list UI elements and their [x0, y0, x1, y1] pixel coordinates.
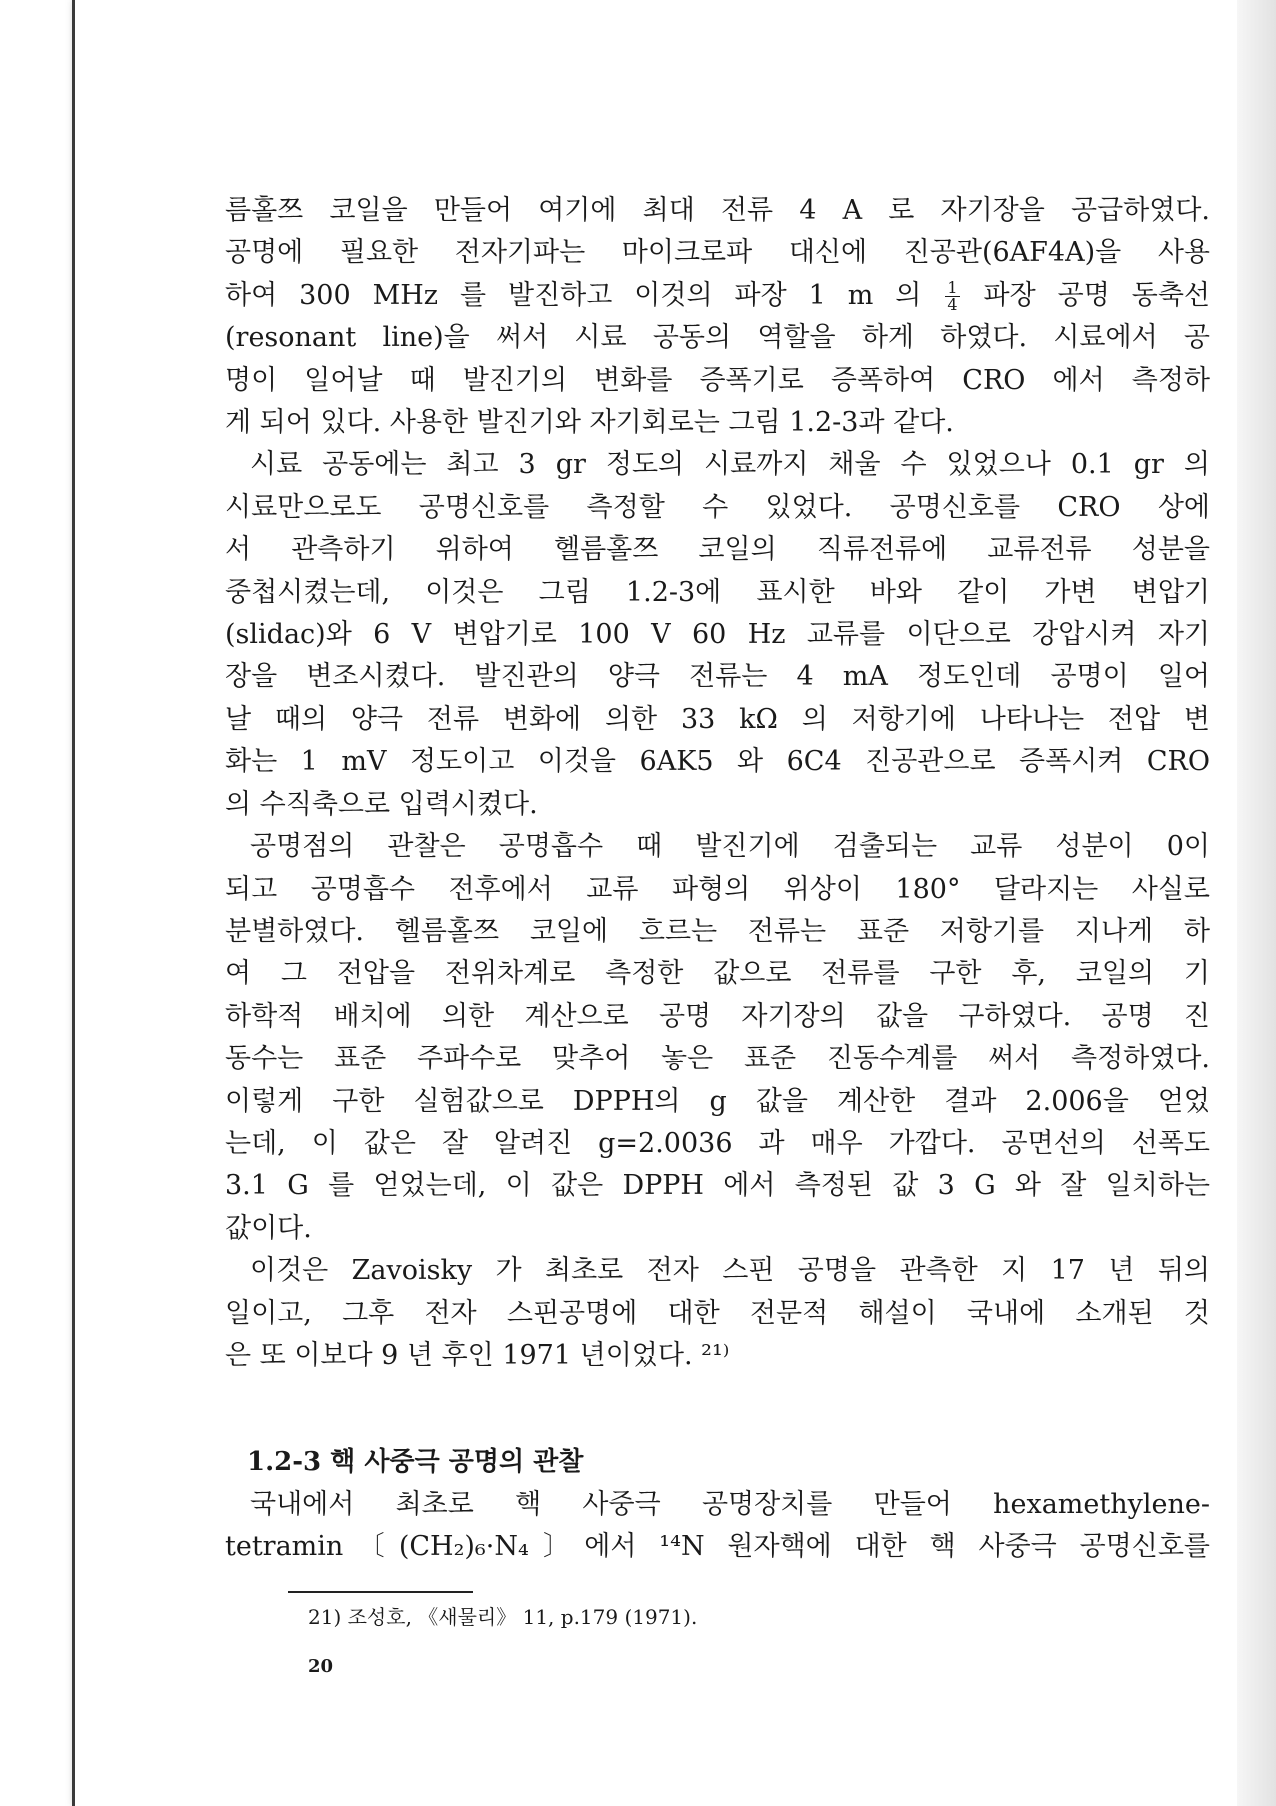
- footnote-divider: [288, 1591, 473, 1593]
- paragraph-2: [225, 444, 1210, 826]
- paragraph-1: [225, 190, 1210, 444]
- body-text: [225, 190, 1210, 1569]
- text-line: 중첩시켰는데, 이것은 그림 1.2-3에 표시한 바와 같이 가변 변압기: [225, 576, 1210, 608]
- text-line: 시료 공동에는 최고 3 gr 정도의 시료까지 채울 수 있었으나 0.1 gr 의: [250, 449, 1210, 481]
- text-line: 국내에서 최초로 핵 사중극 공명장치를 만들어 hexamethylene-: [250, 1488, 1210, 1520]
- fraction-text-line: [225, 275, 1210, 317]
- text-line: 은 또 이보다 9 년 후인 1971 년이었다. ²¹⁾: [225, 1339, 730, 1371]
- footnote: 21) 조성호, 《새물리》 11, p.179 (1971).: [308, 1605, 698, 1629]
- text-line: 값이다.: [225, 1212, 312, 1244]
- page-number: 20: [308, 1656, 334, 1677]
- text-line: 하학적 배치에 의한 계산으로 공명 자기장의 값을 구하였다. 공명 진: [225, 1000, 1210, 1032]
- text-line: 이렇게 구한 실험값으로 DPPH의 g 값을 계산한 결과 2.006을 얻었: [225, 1085, 1210, 1117]
- text-line: 장을 변조시켰다. 발진관의 양극 전류는 4 mA 정도인데 공명이 일어: [225, 661, 1210, 693]
- text-line: 일이고, 그후 전자 스핀공명에 대한 전문적 해설이 국내에 소개된 것: [225, 1297, 1210, 1329]
- fraction-numerator: 1: [947, 277, 958, 297]
- text-line: 게 되어 있다. 사용한 발진기와 자기회로는 그림 1.2-3과 같다.: [225, 407, 954, 439]
- text-line: 이것은 Zavoisky 가 최초로 전자 스핀 공명을 관측한 지 17 년 뒤의: [250, 1255, 1210, 1287]
- text-line: 동수는 표준 주파수로 맞추어 놓은 표준 진동수계를 써서 측정하였다.: [225, 1043, 1210, 1075]
- fraction-one-quarter: [945, 277, 959, 314]
- text-line: 화는 1 mV 정도이고 이것을 6AK5 와 6C4 진공관으로 증폭시켜 CRO: [225, 746, 1210, 778]
- text-line: 는데, 이 값은 잘 알려진 g=2.0036 과 매우 가깝다. 공면선의 선폭도: [225, 1127, 1210, 1159]
- text-line: 3.1 G 를 얻었는데, 이 값은 DPPH 에서 측정된 값 3 G 와 잘 일치하는: [225, 1170, 1210, 1202]
- text-line: 시료만으로도 공명신호를 측정할 수 있었다. 공명신호를 CRO 상에: [225, 491, 1210, 523]
- text-line: 분별하였다. 헬름홀쯔 코일에 흐르는 전류는 표준 저항기를 지나게 하: [225, 915, 1210, 947]
- text-line: 날 때의 양극 전류 변화에 의한 33 kΩ 의 저항기에 나타나는 전압 변: [225, 703, 1210, 735]
- text-line: (slidac)와 6 V 변압기로 100 V 60 Hz 교류를 이단으로 강압시켜 자기: [225, 619, 1210, 651]
- fraction-denominator: 4: [947, 294, 958, 314]
- paragraph-4: [225, 1250, 1210, 1377]
- text-line: 되고 공명흡수 전후에서 교류 파형의 위상이 180° 달라지는 사실로: [225, 873, 1210, 905]
- text-line: 름홀쯔 코일을 만들어 여기에 최대 전류 4 A 로 자기장을 공급하였다.: [225, 195, 1210, 226]
- fraction-line-before: 하여 300 MHz 를 발진하고 이것의 파장 1 m 의: [225, 279, 922, 311]
- right-page-edge: [1237, 0, 1276, 1806]
- paragraph-3: [225, 826, 1210, 1250]
- book-page: [72, 0, 1240, 1806]
- text-line: 의 수직축으로 입력시켰다.: [225, 788, 538, 820]
- text-line: 서 관측하기 위하여 헬름홀쯔 코일의 직류전류에 교류전류 성분을: [225, 534, 1210, 566]
- section-1-2-3: [225, 1441, 1210, 1568]
- text-line: 공명점의 관찰은 공명흡수 때 발진기에 검출되는 교류 성분이 0이: [250, 831, 1210, 863]
- left-margin: [0, 0, 72, 1806]
- section-spacer: [225, 1377, 1210, 1441]
- text-line: (resonant line)을 써서 시료 공동의 역할을 하게 하였다. 시료에서 공: [225, 322, 1210, 354]
- fraction-line-after: 파장 공명 동축선: [983, 279, 1210, 311]
- section-heading: 1.2-3 핵 사중극 공명의 관찰: [247, 1447, 584, 1478]
- text-line: 공명에 필요한 전자기파는 마이크로파 대신에 진공관(6AF4A)을 사용: [225, 237, 1210, 269]
- text-line: 명이 일어날 때 발진기의 변화를 증폭기로 증폭하여 CRO 에서 측정하: [225, 364, 1210, 396]
- text-line: 여 그 전압을 전위차계로 측정한 값으로 전류를 구한 후, 코일의 기: [225, 958, 1210, 990]
- text-line: tetramin〔(CH₂)₆·N₄〕에서 ¹⁴N 원자핵에 대한 핵 사중극 공명신호를: [225, 1531, 1210, 1563]
